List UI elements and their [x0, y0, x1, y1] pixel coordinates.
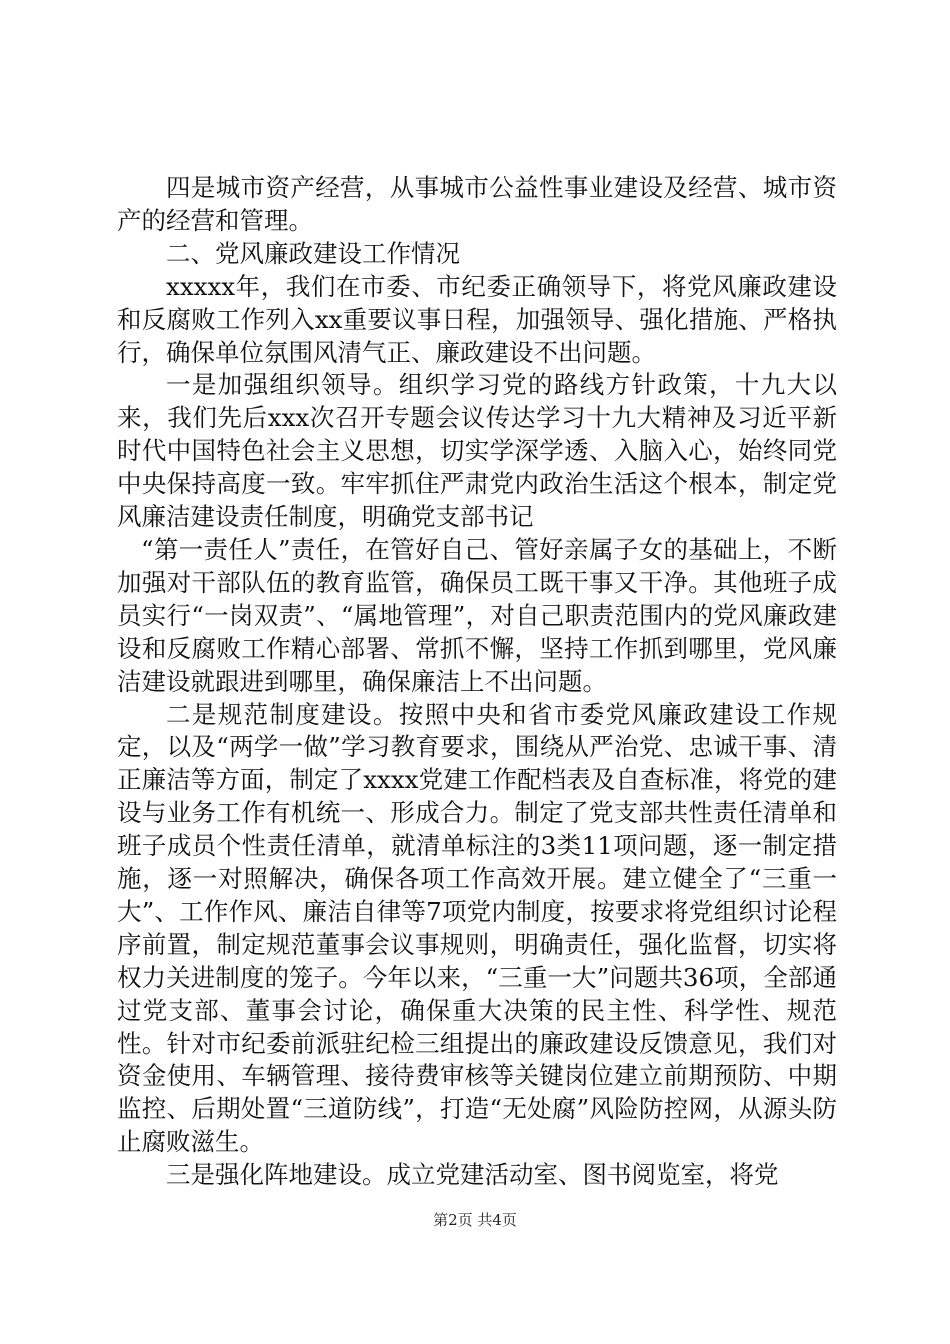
page-footer: 第2页 共4页 — [433, 1211, 517, 1229]
section-heading-party-conduct: 二、党风廉政建设工作情况 — [166, 238, 460, 268]
paragraph-city-asset-operation: 四是城市资产经营，从事城市公益性事业建设及经营、城市资产的经营和管理。 — [117, 173, 837, 235]
paragraph-position-building: 三是强化阵地建设。成立党建活动室、图书阅览室，将党 — [166, 1160, 779, 1190]
paragraph-intro: xxxxx年，我们在市委、市纪委正确领导下，将党风廉政建设和反腐败工作列入xx重要议事日程，加强领导、强化措施、严格执行，确保单位氛围风清气正、廉政建设不出问题。 — [117, 271, 837, 367]
document-body — [117, 172, 837, 1192]
paragraph-first-responsible-person: “第一责任人”责任，在管好自己、管好亲属子女的基础上，不断加强对干部队伍的教育监管，确保员工既干事又干净。其他班子成员实行“一岗双责”、“属地管理”，对自己职责范围内的党风廉政建设和反腐败工作精心部署、常抓不懈，坚持工作抓到哪里，党风廉洁建设就跟进到哪里，确保廉洁上不出问题。 — [117, 534, 837, 696]
paragraph-organizational-leadership: 一是加强组织领导。组织学习党的路线方针政策，十九大以来，我们先后xxx次召开专题会议传达学习十九大精神及习近平新时代中国特色社会主义思想，切实学深学透、入脑入心，始终同党中央保持高度一致。牢牢抓住严肃党内政治生活这个根本，制定党风廉洁建设责任制度，明确党支部书记 — [117, 370, 837, 532]
paragraph-system-building: 二是规范制度建设。按照中央和省市委党风廉政建设工作规定，以及“两学一做”学习教育要求，围绕从严治党、忠诚干事、清正廉洁等方面，制定了xxxx党建工作配档表及自查标准，将党的建设与业务工作有机统一、形成合力。制定了党支部共性责任清单和班子成员个性责任清单，就清单标注的3类11项问题，逐一制定措施，逐一对照解决，确保各项工作高效开展。建立健全了“三重一大”、工作作风、廉洁自律等7项党内制度，按要求将党组织讨论程序前置，制定规范董事会议事规则，明确责任，强化监督，切实将权力关进制度的笼子。今年以来，“三重一大”问题共36项，全部通过党支部、董事会讨论，确保重大决策的民主性、科学性、规范性。针对市纪委前派驻纪检三组提出的廉政建设反馈意见，我们对资金使用、车辆管理、接待费审核等关键岗位建立前期预防、中期监控、后期处置“三道防线”，打造“无处腐”风险防控网，从源头防止腐败滋生。 — [117, 699, 837, 1157]
